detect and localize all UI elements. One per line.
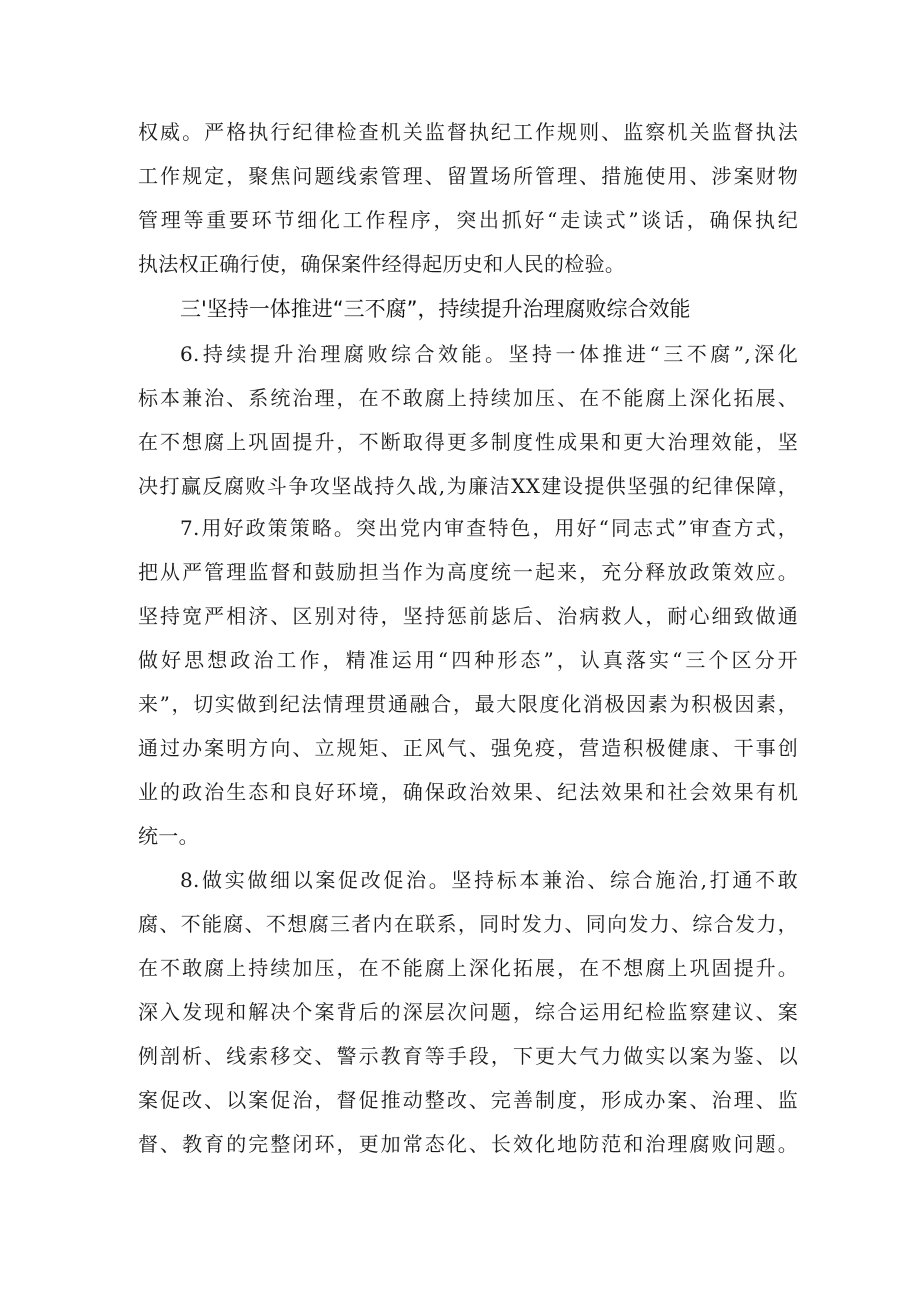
paragraph-line: 坚持宽严相济、区别对待，坚持惩前毖后、治病救人，耐心细致做通	[138, 604, 798, 628]
paragraph-line: 业的政治生态和良好环境，确保政治效果、纪法效果和社会效果有机	[138, 780, 798, 804]
paragraph-line: 决打赢反腐败斗争攻坚战持久战,为廉洁XX建设提供坚强的纪律保障，	[138, 474, 798, 498]
paragraph-line: 案促改、以案促治，督促推动整改、完善制度，形成办案、治理、监	[138, 1088, 798, 1112]
paragraph-line: 通过办案明方向、立规矩、正风气、强免疫，营造积极健康、干事创	[138, 736, 798, 760]
section-heading: 三'坚持一体推进“三不腐”，持续提升治理腐败综合效能	[180, 297, 691, 321]
paragraph-line: 例剖析、线索移交、警示教育等手段，下更大气力做实以案为鉴、以	[138, 1044, 798, 1068]
paragraph-line: 标本兼治、系统治理，在不敢腐上持续加压、在不能腐上深化拓展、	[138, 386, 798, 410]
paragraph-line: 腐、不能腐、不想腐三者内在联系，同时发力、同向发力、综合发力，	[138, 912, 798, 936]
paragraph-line: 督、教育的完整闭环，更加常态化、长效化地防范和治理腐败问题。	[138, 1132, 798, 1156]
paragraph-line: 深入发现和解决个案背后的深层次问题，综合运用纪检监察建议、案	[138, 1000, 798, 1024]
paragraph-line: 把从严管理监督和鼓励担当作为高度统一起来，充分释放政策效应。	[138, 560, 798, 584]
paragraph-line: 管理等重要环节细化工作程序，突出抓好“走读式”谈话，确保执纪	[138, 208, 798, 232]
paragraph-line: 统一。	[138, 824, 199, 848]
paragraph-line: 在不敢腐上持续加压，在不能腐上深化拓展，在不想腐上巩固提升。	[138, 956, 798, 980]
paragraph-line: 执法权正确行使，确保案件经得起历史和人民的检验。	[138, 252, 626, 276]
paragraph-line: 8.做实做细以案促改促治。坚持标本兼治、综合施治,打通不敢	[180, 868, 798, 892]
paragraph-line: 6.持续提升治理腐败综合效能。坚持一体推进“三不腐”,深化	[180, 342, 798, 366]
paragraph-line: 权威。严格执行纪律检查机关监督执纪工作规则、监察机关监督执法	[138, 120, 798, 144]
paragraph-line: 在不想腐上巩固提升，不断取得更多制度性成果和更大治理效能，坚	[138, 430, 798, 454]
paragraph-line: 工作规定，聚焦问题线索管理、留置场所管理、措施使用、涉案财物	[138, 164, 798, 188]
paragraph-line: 来”，切实做到纪法情理贯通融合，最大限度化消极因素为积极因素，	[138, 692, 798, 716]
paragraph-line: 7.用好政策策略。突出党内审查特色，用好“同志式”审查方式，	[180, 516, 798, 540]
paragraph-line: 做好思想政治工作，精准运用“四种形态”，认真落实“三个区分开	[138, 648, 798, 672]
